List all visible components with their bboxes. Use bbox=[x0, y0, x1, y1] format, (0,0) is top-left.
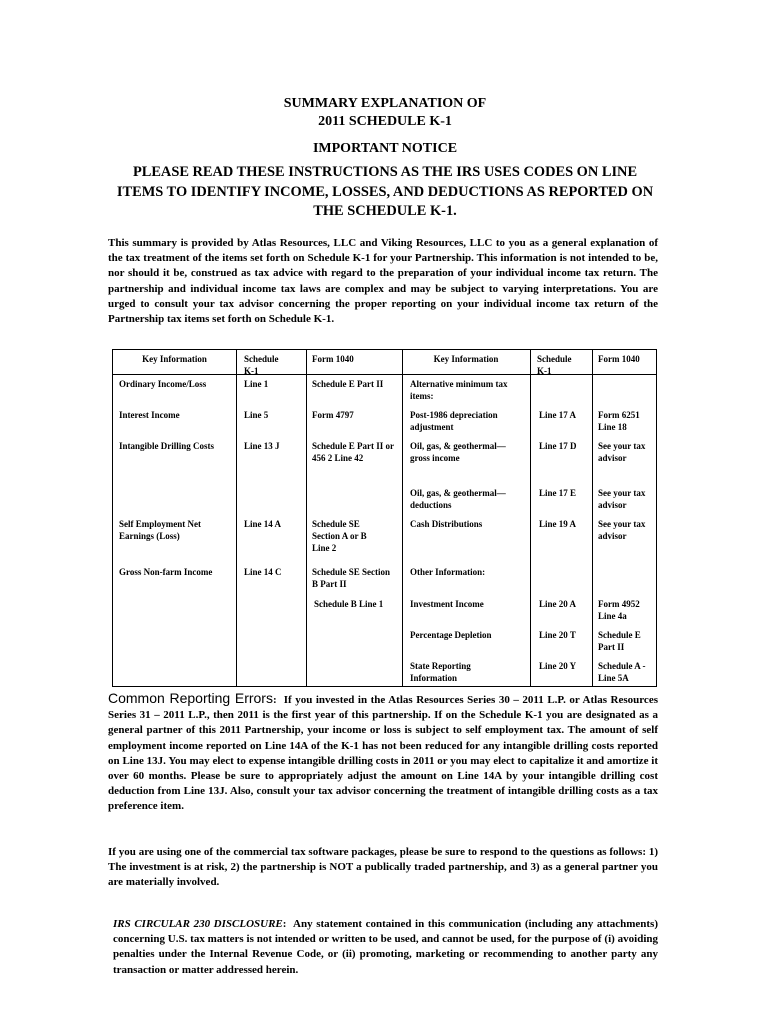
row-key: Intangible Drilling Costs bbox=[119, 441, 215, 451]
row-form: Form 4797 bbox=[312, 410, 354, 420]
table-divider bbox=[592, 350, 593, 686]
header-schedule-line2: K-1 bbox=[244, 366, 259, 376]
title-line-2: 2011 SCHEDULE K-1 bbox=[318, 114, 452, 129]
header-key-information: Key Information bbox=[142, 354, 207, 364]
row-key-right: Investment Income bbox=[410, 599, 484, 609]
table-divider bbox=[306, 350, 307, 686]
header-form-1040-right: Form 1040 bbox=[598, 354, 640, 364]
row-schedule-right: Line 19 A bbox=[539, 519, 577, 529]
common-errors-paragraph: Common Reporting Errors: If you invested in the Atlas Resources Series 30 – 2011 L.P. or Atlas Resources Series 31 – 2011 L.P., then 2011 is the first year of this partnership. If on the Schedule K-1 you are designated as a general partner of this 2011 Partnership, your income or loss is subject to self employment tax. The amount of self employment income reported on Line 14A of the K-1 has not been reduced for any intangible drilling costs reported on Line 13J. You may elect to expense intangible drilling costs in 2011 or you may elect to capitalize it and amortize it over 60 months. Please be sure to appropriately adjust the amount on Line 14A by your intangible drilling cost deduction from Line 13J. Also, consult your tax advisor concerning the treatment of intangible drilling costs as a tax preference item. bbox=[108, 690, 658, 813]
row-schedule: Line 13 J bbox=[244, 441, 280, 451]
header-schedule-line1: Schedule bbox=[244, 354, 279, 364]
row-key-right: Other Information: bbox=[410, 567, 486, 577]
row-form-right: Form 4952 Line 4a bbox=[598, 599, 640, 621]
table-divider bbox=[530, 350, 531, 686]
header-schedule-line2: K-1 bbox=[537, 366, 552, 376]
k1-key-information-table bbox=[112, 349, 657, 687]
header-schedule-line1: Schedule bbox=[537, 354, 572, 364]
circular-230-body: Any statement contained in this communication (including any attachments) concerning U.S. tax matters is not intended or written to be used, and cannot be used, for the purpose of (i) avoiding penalties under the Internal Revenue Code, or (ii) promoting, marketing or recommending to another party any transaction or matter addressed herein. bbox=[113, 918, 658, 976]
row-schedule: Line 1 bbox=[244, 379, 269, 389]
table-divider bbox=[236, 350, 237, 686]
common-errors-body: If you invested in the Atlas Resources Series 30 – 2011 L.P. or Atlas Resources Series 31 – 2011 L.P., then 2011 is the first year of this partnership. If on the Schedule K-1 you are designated as a general partner of this 2011 Partnership, your income or loss is subject to self employment tax. The amount of self employment income reported on Line 14A of the K-1 has not been reduced for any intangible drilling costs reported on Line 13J. You may elect to expense intangible drilling costs in 2011 or you may elect to capitalize it and amortize it over 60 months. Please be sure to appropriately adjust the amount on Line 14A by your intangible drilling cost deduction from Line 13J. Also, consult your tax advisor concerning the treatment of intangible drilling costs as a tax preference item. bbox=[108, 694, 658, 813]
row-form: Schedule B Line 1 bbox=[314, 599, 384, 609]
circular-230-disclosure: IRS CIRCULAR 230 DISCLOSURE: Any statement contained in this communication (including any attachments) concerning U.S. tax matters is not intended or written to be used, and cannot be used, for the purpose of (i) avoiding penalties under the Internal Revenue Code, or (ii) promoting, marketing or recommending to another party any transaction or matter addressed herein. bbox=[113, 918, 658, 976]
row-key-right: Post-1986 depreciation adjustment bbox=[410, 410, 498, 432]
row-form: Schedule E Part II or 456 2 Line 42 bbox=[312, 441, 394, 463]
important-notice: IMPORTANT NOTICE bbox=[312, 141, 458, 156]
row-key: Gross Non-farm Income bbox=[119, 567, 213, 577]
row-schedule-right: Line 20 T bbox=[539, 630, 576, 640]
common-errors-heading: Common Reporting Errors bbox=[108, 690, 273, 706]
row-schedule-right: Line 17 D bbox=[539, 441, 577, 451]
row-key: Self Employment Net Earnings (Loss) bbox=[119, 519, 201, 541]
instructions-heading: PLEASE READ THESE INSTRUCTIONS AS THE IRS USES CODES ON LINE ITEMS TO IDENTIFY INCOME, LOSSES, AND DEDUCTIONS AS REPORTED ON THE SCHEDULE K-1. bbox=[116, 164, 654, 219]
row-schedule: Line 5 bbox=[244, 410, 269, 420]
table-header-divider bbox=[113, 374, 656, 375]
title-line-1: SUMMARY EXPLANATION OF bbox=[283, 96, 487, 111]
row-schedule-right: Line 20 Y bbox=[539, 661, 577, 671]
row-key-right: State Reporting Information bbox=[410, 661, 471, 683]
row-schedule: Line 14 A bbox=[244, 519, 282, 529]
row-form-right: See your tax advisor bbox=[598, 441, 646, 463]
row-key-right: Percentage Depletion bbox=[410, 630, 492, 640]
row-form: Schedule SE Section A or B Line 2 bbox=[312, 519, 367, 553]
row-form-right: See your tax advisor bbox=[598, 488, 646, 510]
row-form-right: Schedule A - Line 5A bbox=[598, 661, 646, 683]
header-key-information-right: Key Information bbox=[433, 354, 499, 364]
header-schedule-k1 bbox=[244, 353, 279, 377]
row-form-right: See your tax advisor bbox=[598, 519, 646, 541]
intro-paragraph: This summary is provided by Atlas Resources, LLC and Viking Resources, LLC to you as a general explanation of the tax treatment of the items set forth on Schedule K-1 for your Partnership. This information is not intended to be, nor should it be, construed as tax advice with regard to the preparation of your individual income tax return. The partnership and individual income tax laws are complex and may be subject to varying interpretations. You are urged to consult your tax advisor concerning the proper reporting on your individual income tax return of the Partnership tax items set forth on Schedule K-1. bbox=[108, 237, 658, 326]
software-note-paragraph: If you are using one of the commercial tax software packages, please be sure to respond to the questions as follows: 1) The investment is at risk, 2) the partnership is NOT a publically traded partnership, and 3) as a general partner you are materially involved. bbox=[108, 846, 658, 889]
row-key: Interest Income bbox=[119, 410, 180, 420]
row-key-right: Oil, gas, & geothermal— deductions bbox=[410, 488, 506, 510]
header-form-1040: Form 1040 bbox=[312, 354, 354, 364]
row-form-right: Schedule E Part II bbox=[598, 630, 641, 652]
row-key-right: Cash Distributions bbox=[410, 519, 483, 529]
circular-230-label: IRS CIRCULAR 230 DISCLOSURE bbox=[113, 918, 283, 930]
row-schedule-right: Line 17 A bbox=[539, 410, 577, 420]
row-schedule: Line 14 C bbox=[244, 567, 282, 577]
row-key: Ordinary Income/Loss bbox=[119, 379, 207, 389]
row-schedule-right: Line 20 A bbox=[539, 599, 577, 609]
row-form: Schedule E Part II bbox=[312, 379, 384, 389]
row-form: Schedule SE Section B Part II bbox=[312, 567, 391, 589]
row-key-right: Alternative minimum tax items: bbox=[410, 379, 508, 401]
table-divider bbox=[402, 350, 403, 686]
header-schedule-k1-right bbox=[537, 353, 572, 377]
row-form-right: Form 6251 Line 18 bbox=[598, 410, 640, 432]
row-schedule-right: Line 17 E bbox=[539, 488, 577, 498]
row-key-right: Oil, gas, & geothermal— gross income bbox=[410, 441, 506, 463]
